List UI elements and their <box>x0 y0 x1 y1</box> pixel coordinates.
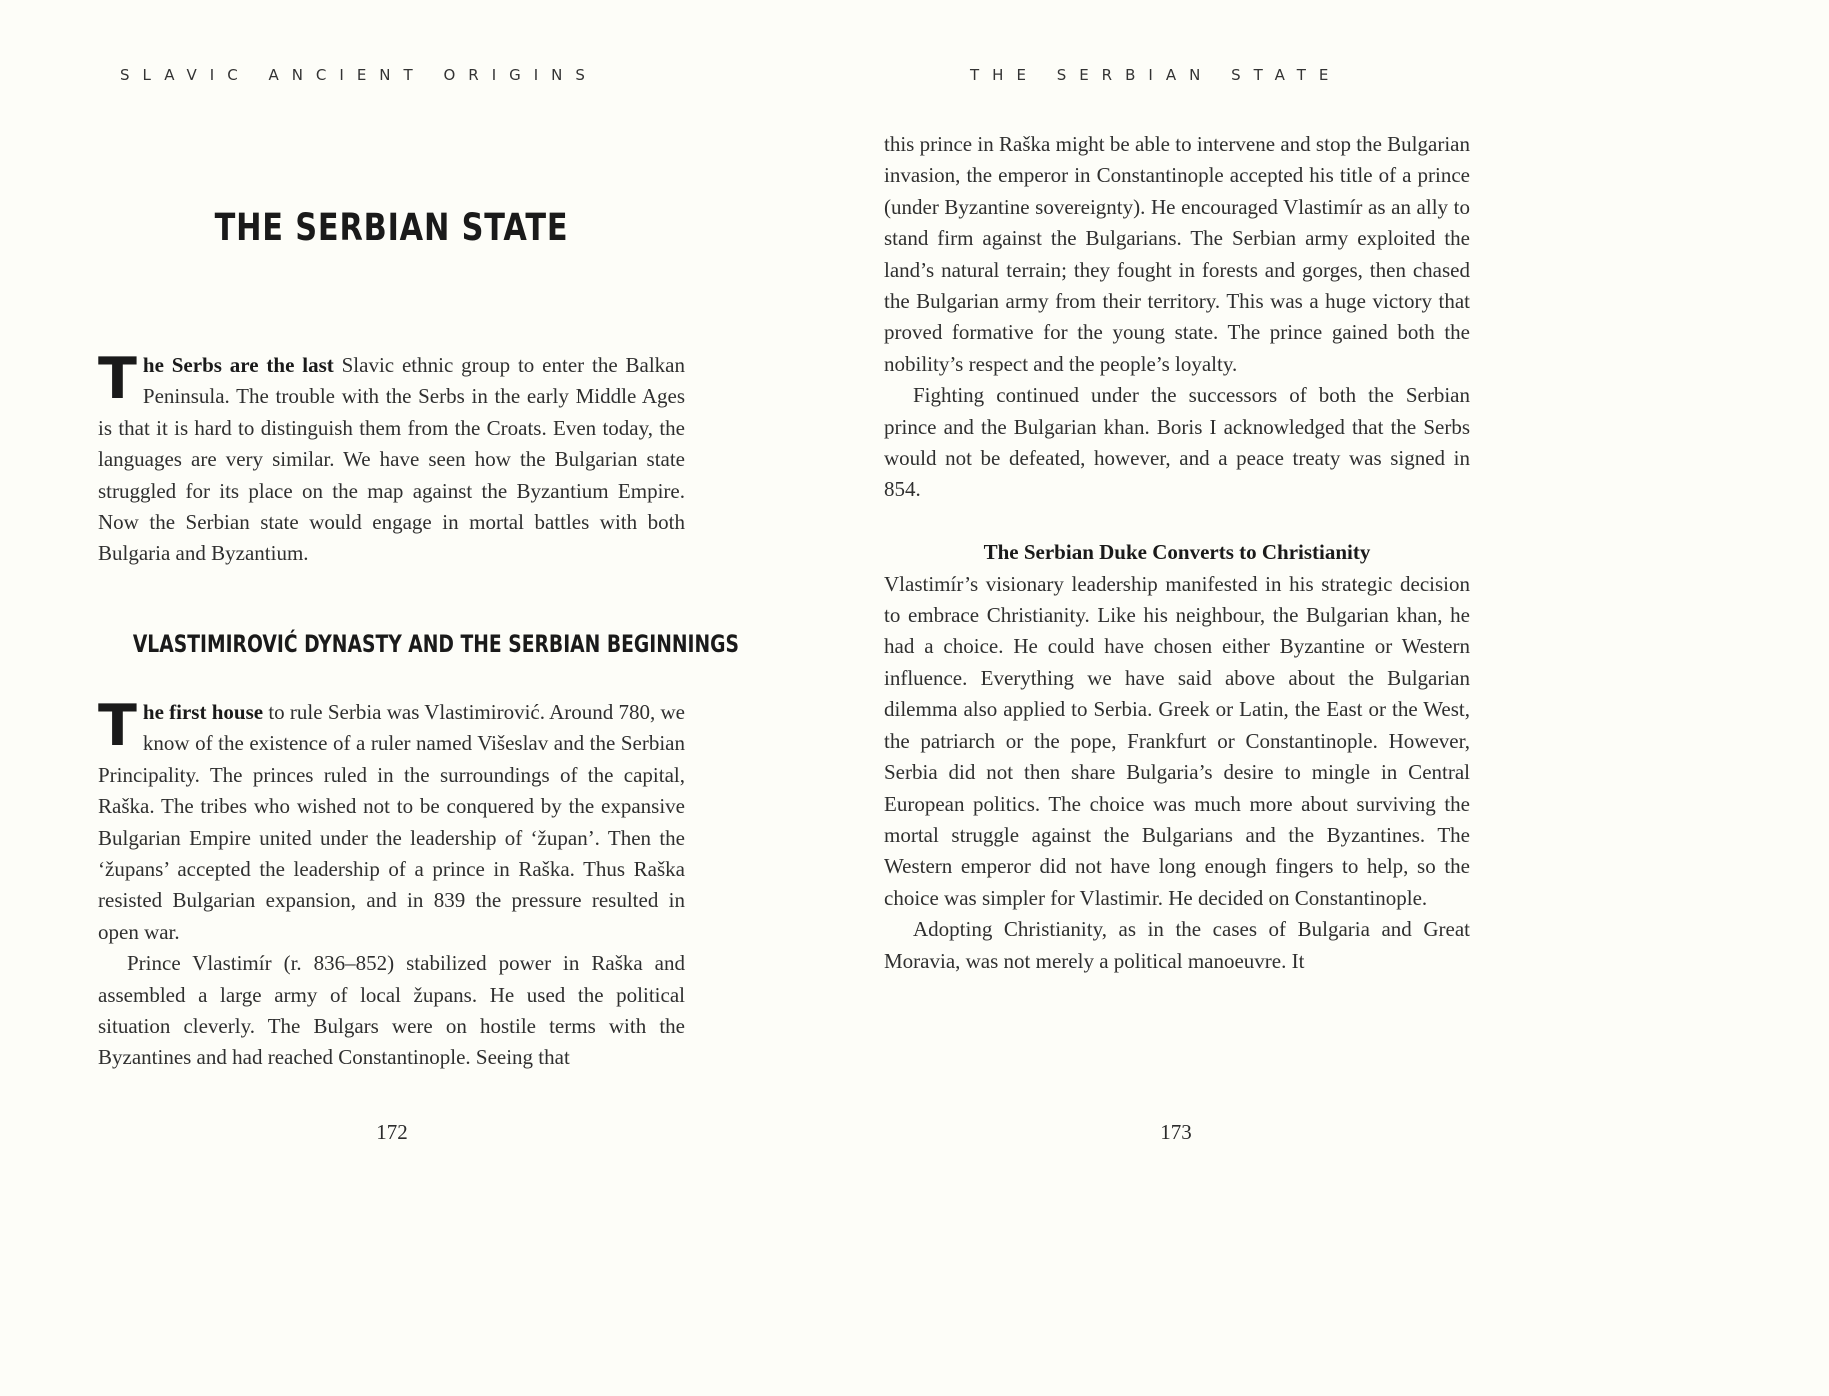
section-block <box>98 693 685 1074</box>
paragraph-4: Adopting Christianity, as in the cases of Bulgaria and Great Moravia, was not merely a political manoeuvre. It <box>884 917 1470 973</box>
running-head-left: SLAVIC ANCIENT ORIGINS <box>120 66 598 84</box>
page-number-left: 172 <box>376 1120 408 1144</box>
intro-block <box>98 346 685 570</box>
chapter-title: THE SERBIAN STATE <box>214 206 569 249</box>
paragraph-text: Slavic ethnic group to enter the Balkan Peninsula. The trouble with the Serbs in the early Middle Ages is that it is hard to distinguish them from the Croats. Even today, the languages are very similar. We have seen how the Bulgarian state struggled for its place on the map against the Byzantium Empire. Now the Serbian state would engage in mortal battles with both Bulgaria and Byzantium. <box>98 353 685 566</box>
paragraph-text: to rule Serbia was Vlastimirović. Around 780, we know of the existence of a ruler named Višeslav and the Serbian Principality. The princes ruled in the surroundings of the capital, Raška. The tribes who wished not to be conquered by the expansive Bulgarian Empire united under the leadership of ‘župan’. Then the ‘župans’ accepted the leadership of a prince in Raška. Thus Raška resisted Bulgarian expansion, and in 839 the pressure resulted in open war. <box>98 700 685 944</box>
subsection-title: The Serbian Duke Converts to Christianity <box>983 540 1371 565</box>
page-number-right: 173 <box>1160 1120 1192 1144</box>
right-text-block <box>884 129 1470 977</box>
running-head-right: THE SERBIAN STATE <box>970 66 1342 84</box>
section-paragraph-1 <box>98 693 685 948</box>
left-page <box>0 0 784 1196</box>
right-page <box>784 0 1568 1196</box>
intro-paragraph <box>98 346 685 570</box>
lead-in: he first house <box>142 700 264 724</box>
paragraph-3: Vlastimír’s visionary leadership manifested in his strategic decision to embrace Christianity. Like his neighbour, the Bulgarian khan, he had a choice. He could have chosen either Byzantine or Western influence. Everything we have said above about the Bulgarian dilemma also applied to Serbia. Greek or Latin, the East or the West, the patriarch or the pope, Frankfurt or Constantinople. However, Serbia did not then share Bulgaria’s desire to mingle in Central European politics. The choice was much more about surviving the mortal struggle against the Bulgarians and the Byzantines. The Western emperor did not have long enough fingers to help, so the choice was simpler for Vlastimir. He decided on Constantinople. <box>884 571 1470 910</box>
section-paragraph-2: Prince Vlastimír (r. 836–852) stabilized power in Raška and assembled a large army of local župans. He used the political situation cleverly. The Bulgars were on hostile terms with the Byzantines and had reached Constantinople. Seeing that <box>98 951 685 1070</box>
drop-cap: T <box>98 346 137 412</box>
paragraph-2: Fighting continued under the successors of both the Serbian prince and the Bulgarian khan. Boris I acknowledged that the Serbs would not be defeated, however, and a peace treaty was signed in 854. <box>884 383 1470 502</box>
lead-in: he Serbs are the last <box>142 353 334 377</box>
section-title: VLASTIMIROVIĆ DYNASTY AND THE SERBIAN BEGINNINGS <box>132 630 740 658</box>
drop-cap: T <box>98 693 137 759</box>
paragraph-1: this prince in Raška might be able to intervene and stop the Bulgarian invasion, the emperor in Constantinople accepted his title of a prince (under Byzantine sovereignty). He encouraged Vlastimír as an ally to stand firm against the Bulgarians. The Serbian army exploited the land’s natural terrain; they fought in forests and gorges, then chased the Bulgarian army from their territory. This was a huge victory that proved formative for the young state. The prince gained both the nobility’s respect and the people’s loyalty. <box>884 132 1470 376</box>
